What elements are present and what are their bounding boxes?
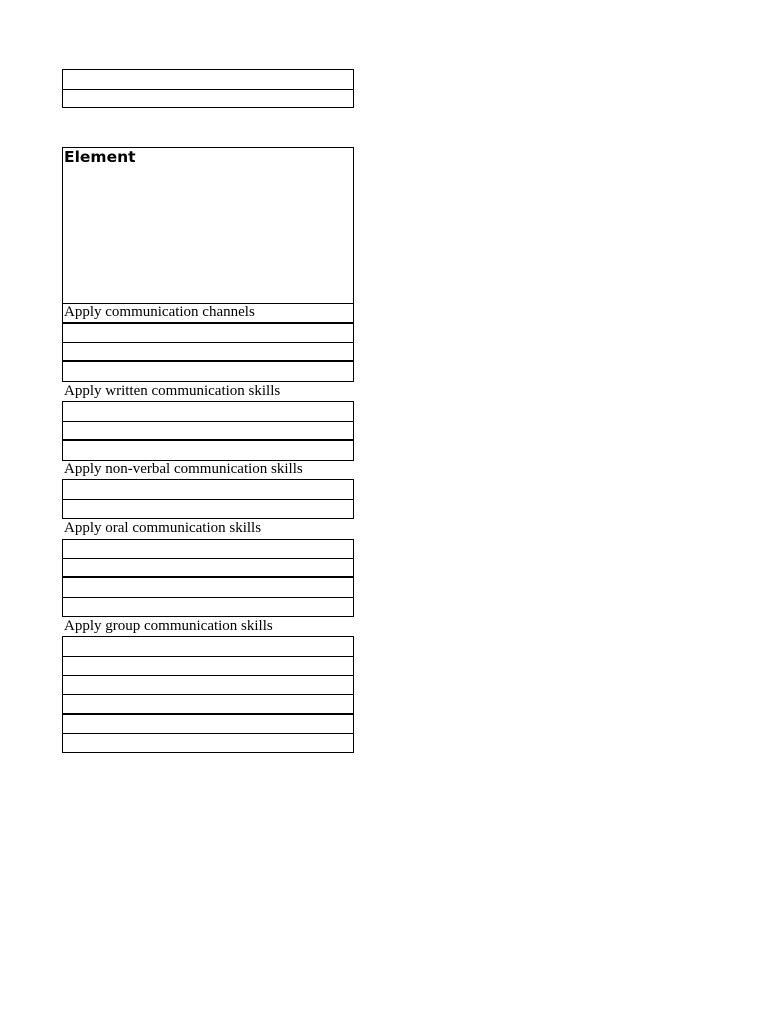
table-row	[62, 714, 354, 734]
table-row	[62, 675, 354, 695]
table-row	[62, 558, 354, 577]
section-label-written-communication: Apply written communication skills	[64, 383, 281, 399]
table-row	[62, 577, 354, 598]
table-row	[62, 89, 354, 108]
table-row	[62, 342, 354, 361]
table-row	[62, 733, 354, 753]
section-label-communication-channels: Apply communication channels	[64, 304, 255, 320]
table-row	[62, 597, 354, 617]
table-row	[62, 421, 354, 440]
table-row	[62, 539, 354, 559]
element-header-cell	[62, 147, 354, 304]
table-row	[62, 440, 354, 461]
section-label-group-communication: Apply group communication skills	[64, 618, 273, 634]
table-row	[62, 636, 354, 657]
table-row	[62, 479, 354, 500]
section-label-non-verbal-communication: Apply non-verbal communication skills	[64, 461, 303, 477]
table-row	[62, 401, 354, 422]
table-row	[62, 656, 354, 676]
section-label-oral-communication: Apply oral communication skills	[64, 520, 262, 536]
table-row	[62, 323, 354, 343]
table-row	[62, 499, 354, 519]
table-row	[62, 69, 354, 90]
table-row	[62, 694, 354, 714]
element-heading: Element	[64, 148, 136, 166]
table-row	[62, 361, 354, 382]
